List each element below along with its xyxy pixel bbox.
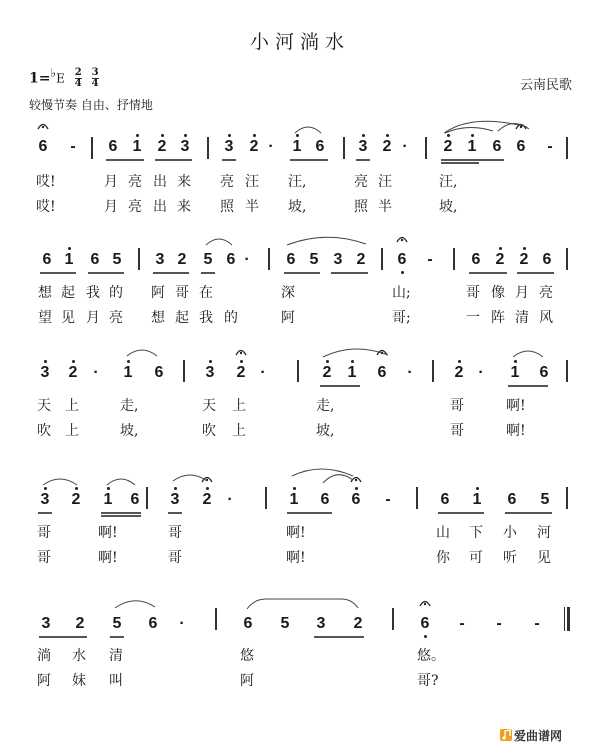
- lyric: 出: [153, 174, 167, 190]
- underline: [101, 515, 141, 517]
- barline: [138, 248, 140, 270]
- note: 3: [222, 138, 236, 156]
- fermata-icon: [37, 121, 49, 130]
- lyric: 哥: [168, 525, 182, 541]
- lyric: 山: [436, 525, 450, 541]
- lyric: 哥: [168, 550, 182, 566]
- note: 2: [441, 138, 455, 156]
- lyric: 想: [38, 285, 52, 301]
- lyric: 亮: [220, 174, 234, 190]
- note: 2: [75, 615, 85, 632]
- slur: [114, 597, 156, 609]
- note: 2: [200, 491, 214, 509]
- lyric: 月: [104, 174, 118, 190]
- lyric: 哥: [175, 285, 189, 301]
- lyric: 我: [86, 285, 100, 301]
- note: 6: [315, 138, 325, 155]
- lyric: 吹: [202, 423, 216, 439]
- note: 6: [226, 251, 236, 268]
- fermata-icon: [235, 347, 247, 356]
- music-note-icon: [500, 727, 512, 741]
- lyric: 小: [503, 525, 517, 541]
- lyric: 半: [378, 199, 392, 215]
- underline: [517, 272, 554, 274]
- dot: ·: [478, 364, 484, 381]
- lyric: 的: [224, 310, 238, 326]
- lyric: 哎!: [36, 199, 56, 215]
- note: 6: [243, 615, 253, 632]
- lyric: 悠。: [417, 648, 445, 664]
- note: 1: [121, 364, 135, 382]
- slur: [512, 348, 544, 358]
- note: 2: [493, 251, 507, 269]
- lyric: 走,: [316, 398, 335, 414]
- lyric: 半: [245, 199, 259, 215]
- note: 3: [38, 491, 52, 509]
- underline: [508, 385, 548, 387]
- barline: [268, 248, 270, 270]
- note: 6: [542, 251, 552, 268]
- note: 6: [154, 364, 164, 381]
- lyric: 汪,: [439, 174, 458, 190]
- dash: -: [70, 138, 76, 155]
- underline: [222, 159, 236, 161]
- note: 3: [333, 251, 343, 268]
- note: 2: [353, 615, 363, 632]
- key-signature: [29, 65, 99, 89]
- lyric: 哥: [37, 525, 51, 541]
- note: 3: [155, 251, 165, 268]
- underline: [153, 272, 189, 274]
- underline: [287, 512, 332, 514]
- time-signature-2-4: [75, 68, 82, 89]
- underline: [356, 159, 370, 161]
- underline: [505, 512, 552, 514]
- note: 1: [290, 138, 304, 156]
- song-origin: 云南民歌: [520, 78, 573, 93]
- note: 2: [155, 138, 169, 156]
- dash: -: [496, 615, 502, 632]
- dot: ·: [179, 615, 185, 632]
- dash: -: [534, 615, 540, 632]
- time-sig-top: 3: [91, 67, 99, 78]
- note: 6: [42, 251, 52, 268]
- lyric: 哥?: [417, 673, 439, 689]
- lyric: 出: [153, 199, 167, 215]
- lyric: 啊!: [506, 423, 526, 439]
- underline: [314, 636, 364, 638]
- lyric: 月: [515, 285, 529, 301]
- flat-icon: ♭: [50, 65, 57, 80]
- slur: [205, 236, 233, 246]
- lyric: 起: [61, 285, 75, 301]
- lyric: 亮: [354, 174, 368, 190]
- lyric: 汪: [245, 174, 259, 190]
- lyric: 亮: [539, 285, 553, 301]
- lyric: 阿: [151, 285, 165, 301]
- underline: [320, 385, 360, 387]
- note: 5: [203, 251, 213, 268]
- watermark-text[interactable]: 爱曲谱网: [514, 729, 563, 743]
- note: 5: [309, 251, 319, 268]
- lyric: 哥: [466, 285, 480, 301]
- note: 2: [356, 251, 366, 268]
- lyric: 走,: [120, 398, 139, 414]
- note: 6: [514, 138, 528, 156]
- lyric: 阿: [37, 673, 51, 689]
- lyric: 深: [281, 285, 295, 301]
- lyric: 听: [503, 550, 517, 566]
- tempo-marking: 较慢节奏 自由、抒情地: [29, 98, 153, 112]
- note: 6: [148, 615, 158, 632]
- lyric: 坡,: [316, 423, 335, 439]
- lyric: 妹: [72, 673, 86, 689]
- lyric: 在: [199, 285, 213, 301]
- underline: [39, 636, 87, 638]
- lyric: 啊!: [506, 398, 526, 414]
- barline: [453, 248, 455, 270]
- note: 5: [112, 251, 122, 268]
- lyric: 月: [86, 310, 100, 326]
- barline: [183, 360, 185, 382]
- lyric: 的: [109, 285, 123, 301]
- lyric: 亮: [128, 199, 142, 215]
- lyric: 上: [65, 423, 79, 439]
- note: 1: [62, 251, 76, 269]
- dash: -: [547, 138, 553, 155]
- lyric: 可: [469, 550, 483, 566]
- note: 1: [130, 138, 144, 156]
- lyric: 上: [232, 423, 246, 439]
- lyric: 一: [466, 310, 480, 326]
- barline: [207, 137, 209, 159]
- slur: [443, 115, 533, 135]
- lyric: 汪,: [288, 174, 307, 190]
- underline: [441, 159, 504, 161]
- note: 2: [66, 364, 80, 382]
- lyric: 上: [232, 398, 246, 414]
- barline: [297, 360, 299, 382]
- time-sig-bottom: 4: [74, 78, 82, 89]
- lyric: 你: [436, 550, 450, 566]
- key-prefix: 1=: [29, 70, 51, 87]
- underline: [88, 272, 124, 274]
- underline: [469, 272, 507, 274]
- note: 2: [234, 364, 248, 382]
- underline: [38, 512, 52, 514]
- note: 5: [280, 615, 290, 632]
- note: 2: [452, 364, 466, 382]
- lyric: 风: [539, 310, 553, 326]
- lyric: 坡,: [120, 423, 139, 439]
- lyric: 亮: [128, 174, 142, 190]
- barline: [566, 137, 568, 159]
- final-barline: [564, 607, 570, 631]
- underline: [106, 159, 144, 161]
- slur: [42, 476, 78, 486]
- barline: [566, 487, 568, 509]
- lyric: 清: [109, 648, 123, 664]
- note: 3: [356, 138, 370, 156]
- lyric: 哥: [37, 550, 51, 566]
- barline: [432, 360, 434, 382]
- lyric: 哥;: [392, 310, 411, 326]
- note: 6: [492, 138, 502, 155]
- lyric: 月: [104, 199, 118, 215]
- underline: [101, 512, 141, 514]
- lyric: 汪: [378, 174, 392, 190]
- lyric: 下: [469, 525, 483, 541]
- barline: [566, 248, 568, 270]
- dot: ·: [260, 364, 266, 381]
- note: 1: [345, 364, 359, 382]
- note: 2: [69, 491, 83, 509]
- note: 6: [507, 491, 517, 508]
- lyric: 淌: [37, 648, 51, 664]
- note: 2: [177, 251, 187, 268]
- note: 6: [286, 251, 296, 268]
- note: 6: [440, 491, 450, 508]
- dash: -: [427, 251, 433, 268]
- note: 6: [349, 491, 363, 509]
- lyric: 阿: [281, 310, 295, 326]
- lyric: 见: [537, 550, 551, 566]
- barline: [146, 487, 148, 509]
- lyric: 阵: [491, 310, 505, 326]
- note: 6: [471, 251, 481, 268]
- barline: [392, 608, 394, 630]
- lyric: 像: [491, 285, 505, 301]
- note: 1: [465, 138, 479, 156]
- lyric: 起: [175, 310, 189, 326]
- lyric: 见: [61, 310, 75, 326]
- underline: [155, 159, 192, 161]
- slur: [322, 346, 390, 358]
- time-sig-bottom: 4: [91, 78, 99, 89]
- lyric: 哥: [450, 398, 464, 414]
- note: 5: [112, 615, 122, 632]
- barline: [425, 137, 427, 159]
- lyric: 想: [151, 310, 165, 326]
- slur: [291, 466, 359, 484]
- note: 2: [247, 138, 261, 156]
- lyric: 河: [537, 525, 551, 541]
- note: 3: [178, 138, 192, 156]
- note: 5: [540, 491, 550, 508]
- lyric: 来: [177, 199, 191, 215]
- underline: [40, 272, 76, 274]
- note: 6: [108, 138, 118, 155]
- underline: [110, 636, 124, 638]
- dot: ·: [268, 138, 274, 155]
- note: 6: [36, 138, 50, 156]
- lyric: 啊!: [286, 550, 306, 566]
- note: 3: [168, 491, 182, 509]
- dot: ·: [244, 251, 250, 268]
- barline: [416, 487, 418, 509]
- lyric: 啊!: [98, 525, 118, 541]
- underline: [168, 512, 182, 514]
- lyric: 清: [515, 310, 529, 326]
- note: 6: [539, 364, 549, 381]
- slur: [172, 472, 208, 482]
- note: 3: [38, 364, 52, 382]
- lyric: 我: [199, 310, 213, 326]
- note: 3: [316, 615, 326, 632]
- note: 2: [320, 364, 334, 382]
- note: 1: [287, 491, 301, 509]
- lyric: 天: [202, 398, 216, 414]
- note: 6: [375, 364, 389, 382]
- dot: ·: [93, 364, 99, 381]
- lyric: 吹: [37, 423, 51, 439]
- barline: [91, 137, 93, 159]
- note: 3: [41, 615, 51, 632]
- underline: [201, 272, 215, 274]
- lyric: 啊!: [286, 525, 306, 541]
- slur: [246, 596, 360, 610]
- barline: [566, 360, 568, 382]
- lyric: 照: [220, 199, 234, 215]
- lyric: 望: [38, 310, 52, 326]
- lyric: 天: [37, 398, 51, 414]
- barline: [215, 608, 217, 630]
- lyric: 阿: [240, 673, 254, 689]
- time-signature-3-4: [92, 68, 99, 89]
- note: 6: [395, 251, 409, 269]
- lyric: 上: [65, 398, 79, 414]
- note: 1: [101, 491, 115, 509]
- lyric: 照: [354, 199, 368, 215]
- lyric: 亮: [109, 310, 123, 326]
- lyric: 坡,: [288, 199, 307, 215]
- dot: ·: [227, 491, 233, 508]
- barline: [343, 137, 345, 159]
- slur: [286, 234, 368, 246]
- barline: [265, 487, 267, 509]
- dash: -: [459, 615, 465, 632]
- key-note: E: [56, 71, 65, 86]
- lyric: 来: [177, 174, 191, 190]
- note: 3: [203, 364, 217, 382]
- slur: [294, 124, 322, 134]
- note: 6: [320, 491, 330, 508]
- fermata-icon: [419, 598, 431, 607]
- underline: [438, 512, 484, 514]
- note: 2: [380, 138, 394, 156]
- underline: [284, 272, 320, 274]
- lyric: 哎!: [36, 174, 56, 190]
- lyric: 坡,: [439, 199, 458, 215]
- lyric: 水: [72, 648, 86, 664]
- lyric: 哥: [450, 423, 464, 439]
- song-title: 小河淌水: [249, 31, 350, 53]
- note: 1: [508, 364, 522, 382]
- underline: [331, 272, 368, 274]
- dash: -: [385, 491, 391, 508]
- slur: [106, 476, 136, 486]
- note: 6: [90, 251, 100, 268]
- time-sig-top: 2: [74, 67, 82, 78]
- dot: ·: [407, 364, 413, 381]
- note: 2: [517, 251, 531, 269]
- dot: ·: [402, 138, 408, 155]
- underline: [290, 159, 328, 161]
- barline: [381, 248, 383, 270]
- slur: [126, 347, 158, 357]
- lyric: 啊!: [98, 550, 118, 566]
- note: 1: [470, 491, 484, 509]
- lyric: 山;: [392, 285, 411, 301]
- lyric: 悠: [240, 648, 254, 664]
- fermata-icon: [396, 234, 408, 243]
- note: 6: [418, 615, 432, 633]
- note: 6: [130, 491, 140, 508]
- lyric: 叫: [109, 673, 123, 689]
- underline: [441, 162, 479, 164]
